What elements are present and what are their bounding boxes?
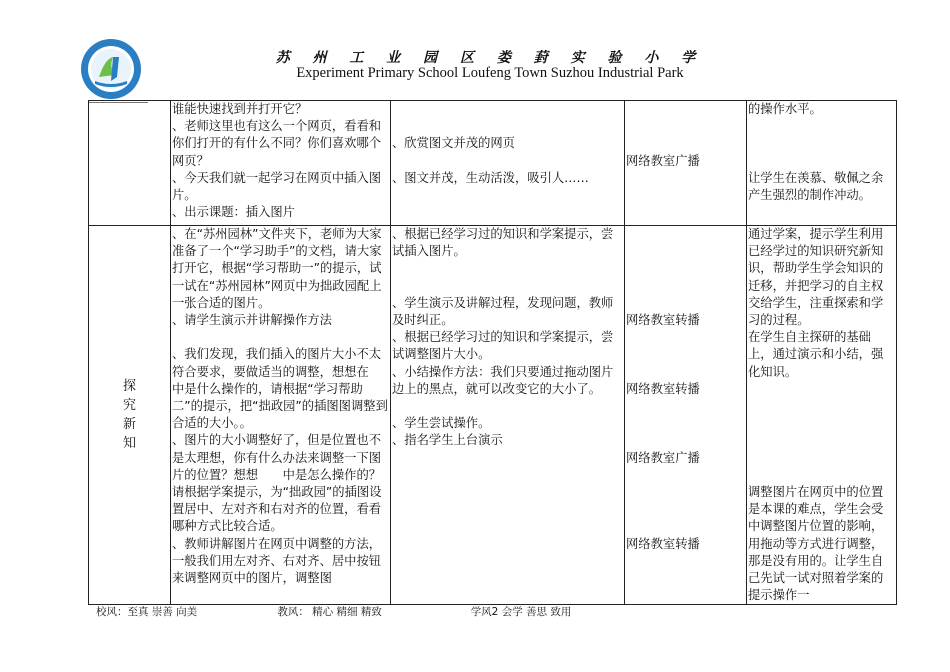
student-paragraph: 、图文并茂，生动活泼，吸引人…… (392, 170, 589, 185)
teacher-paragraph: 、在“苏州园林”文件夹下，老师为大家准备了一个“学习助手”的文档，请大家打开它，根据“学习帮助一”的提示，试一试在“苏州园林”网页中为拙政园配上一张合适的图片。 (172, 227, 382, 310)
media-paragraph (626, 346, 745, 363)
intent-paragraph (748, 153, 895, 170)
lesson-plan-table (88, 100, 908, 605)
student-activity-cell (391, 101, 625, 226)
media-paragraph (626, 135, 745, 152)
school-logo (79, 37, 143, 101)
media-paragraph (626, 226, 745, 243)
teacher-paragraph: 、请学生演示并讲解操作方法 (172, 313, 332, 328)
table-row (89, 226, 897, 605)
teacher-paragraph: 、老师这里也有这么一个网页，看看和你们打开的有什么不同？你们喜欢哪个网页？ (172, 119, 382, 168)
intent-paragraph (748, 398, 895, 415)
design-intent-cell (747, 226, 908, 605)
table-row (89, 101, 897, 226)
media-paragraph (626, 467, 745, 484)
media-paragraph (626, 484, 745, 501)
media-paragraph (626, 278, 745, 295)
design-intent-cell (747, 101, 897, 226)
media-paragraph: 网络教室转播 (626, 313, 700, 328)
student-paragraph (392, 118, 623, 135)
student-paragraph: 、根据已经学习过的知识和学案提示，尝试调整图片大小。 (392, 330, 614, 362)
media-paragraph (626, 118, 745, 135)
media-paragraph (626, 415, 745, 432)
teacher-paragraph: 谁能快速找到并打开它？ (172, 102, 308, 116)
footer-teaching-motto: 教风： 精心 精细 精致 (277, 606, 382, 618)
student-paragraph: 、欣赏图文并茂的网页 (392, 136, 515, 151)
media-cell (625, 101, 747, 226)
student-paragraph (392, 398, 623, 415)
media-paragraph: 网络教室广播 (626, 153, 700, 168)
teacher-activity-cell (171, 226, 394, 605)
student-paragraph (392, 153, 623, 170)
student-paragraph (392, 278, 623, 295)
school-logo-emblem-icon (79, 37, 143, 101)
media-paragraph (626, 260, 745, 277)
intent-paragraph (748, 381, 895, 398)
teacher-paragraph: 、出示课题：插入图片 (172, 205, 295, 220)
media-paragraph (626, 243, 745, 260)
media-paragraph: 网络教室广播 (626, 450, 700, 465)
intent-paragraph (748, 432, 895, 449)
school-name-chinese: 苏 州 工 业 园 区 娄 葑 实 验 小 学 (275, 50, 705, 66)
stage-label: 探究新知 (122, 379, 136, 452)
footer-study-motto: 学风2 会学 善思 致用 (470, 606, 572, 618)
student-paragraph: 、学生演示及讲解过程，发现问题，教师及时纠正。 (392, 295, 614, 328)
student-paragraph: 、指名学生上台演示 (392, 433, 503, 448)
teacher-paragraph: 、图片的大小调整好了，但是位置也不是太理想，你有什么办法来调整一下图片的位置？想想 中是怎么操作的？请根据学案提示，为“拙政园”的插图设置居中、左对齐和右对齐的位置，看看哪种方式比较合适。 (172, 433, 382, 534)
student-paragraph: 、小结操作方法：我们只要通过拖动图片边上的黑点，就可以改变它的大小了。 (392, 364, 614, 396)
teacher-paragraph (172, 329, 389, 346)
intent-paragraph: 调整图片在网页中的位置是本课的难点，学生会受 中调整图片位置的影响，用拖动等方式进行调整，那是没有用的。让学生自己先试一试对照着学案的提示操作一 (748, 485, 908, 603)
student-paragraph (392, 101, 623, 118)
school-name-english: Experiment Primary School Loufeng Town Suzhou Industrial Park (296, 65, 684, 81)
intent-paragraph: 在学生自主探研的基础上，通过演示和小结，强化知识。 (748, 330, 884, 379)
media-paragraph (626, 101, 745, 118)
stage-cell (89, 226, 171, 605)
intent-paragraph: 通过学案，提示学生利用已经学过的知识研究新知识，帮助学生学会知识的迁移，并把学习的自主权交给学生，注重探索和学习的过程。 (748, 227, 884, 328)
student-paragraph: 、根据已经学习过的知识和学案提示，尝试插入图片。 (392, 227, 614, 259)
teacher-paragraph: 、今天我们就一起学习在网页中插入图片。 (172, 170, 382, 203)
intent-paragraph (748, 118, 895, 135)
media-paragraph (626, 432, 745, 449)
media-paragraph (626, 398, 745, 415)
media-paragraph (626, 501, 745, 518)
media-paragraph: 网络教室转播 (626, 381, 700, 396)
intent-paragraph: 让学生在羡慕、敬佩之余产生强烈的制作冲动。 (748, 170, 884, 203)
media-paragraph (626, 364, 745, 381)
footer (96, 604, 571, 619)
intent-paragraph (748, 135, 895, 152)
student-activity-cell (391, 226, 625, 605)
intent-paragraph: 的操作水平。 (748, 102, 822, 116)
media-cell (625, 226, 747, 605)
intent-paragraph (748, 415, 895, 432)
media-paragraph (626, 329, 745, 346)
student-paragraph (392, 260, 623, 277)
teacher-paragraph: 、我们发现，我们插入的图片大小不太符合要求，要做适当的调整，想想在 中是什么操作的，请根据“学习帮助二”的提示，把“拙政园”的插图图调整到合适的大小。。 (172, 347, 394, 431)
intent-paragraph (748, 450, 895, 467)
media-paragraph (626, 295, 745, 312)
teacher-activity-cell (171, 101, 391, 226)
footer-school-motto: 校风：至真 崇善 向美 (96, 606, 198, 618)
media-paragraph: 网络教室转播 (626, 536, 700, 551)
stage-cell (89, 101, 171, 226)
student-paragraph: 、学生尝试操作。 (392, 416, 491, 431)
media-paragraph (626, 518, 745, 535)
teacher-paragraph: 、教师讲解图片在网页中调整的方法，一般我们用左对齐、右对齐、居中按钮来调整网页中的图片，调整图 (172, 536, 382, 586)
intent-paragraph (748, 467, 895, 484)
